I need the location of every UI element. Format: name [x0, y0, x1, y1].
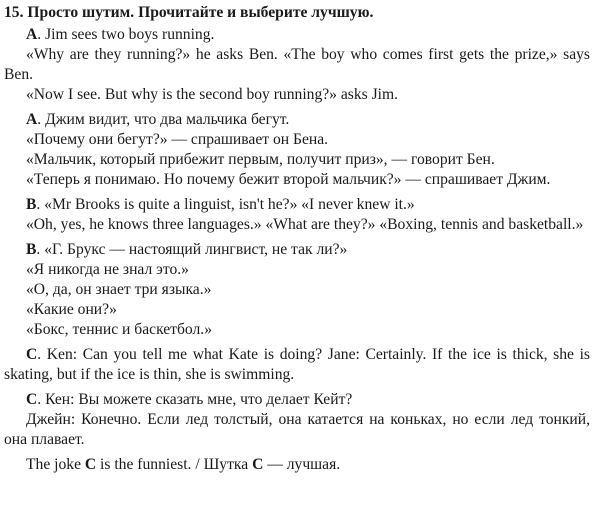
joke-b-ru-line-1: [4, 240, 590, 260]
joke-b-ru-label: В: [26, 241, 37, 258]
joke-b-en: [4, 195, 590, 235]
joke-c-ru-line-1: [4, 390, 590, 410]
joke-c-label: C: [26, 346, 38, 363]
joke-b-ru-line-4: «Какие они?»: [26, 301, 117, 318]
verdict-en-label: C: [84, 456, 97, 473]
joke-b-ru-line-5: «Бокс, теннис и баскетбол.»: [26, 321, 212, 338]
joke-a-ru: [4, 110, 590, 190]
verdict-ru-label: С: [252, 456, 264, 473]
joke-c-ru: [4, 390, 590, 450]
joke-a-en-line-1: [4, 25, 590, 45]
verdict: [4, 455, 590, 475]
joke-b-en-text-1: . «Mr Brooks is quite a linguist, isn't he?» «I never knew it.»: [36, 196, 415, 213]
joke-c-ru-label: С: [26, 391, 38, 408]
joke-b-ru-line-3: «О, да, он знает три языка.»: [26, 281, 212, 298]
joke-c-en: [4, 345, 590, 385]
joke-c-ru-text-1: . Кен: Вы можете сказать мне, что делает Кейт?: [37, 391, 353, 408]
joke-b-label: B: [26, 196, 37, 213]
joke-a-ru-line-2: «Почему они бегут?» — спрашивает он Бена.: [26, 131, 329, 148]
verdict-suffix: — лучшая.: [263, 456, 341, 473]
joke-a-label: A: [26, 26, 38, 43]
verdict-middle: is the funniest. / Шутка: [96, 456, 253, 473]
joke-a-ru-text-1: . Джим видит, что два мальчика бегут.: [37, 111, 290, 128]
joke-a-ru-line-3: «Мальчик, который прибежит первым, получит приз», — говорит Бен.: [26, 151, 495, 168]
joke-a-ru-line-4: «Теперь я понимаю. Но почему бежит второй мальчик?» — спрашивает Джим.: [26, 171, 551, 188]
exercise-page: [4, 3, 590, 475]
joke-a-en-text-1: . Jim sees two boys running.: [37, 26, 215, 43]
joke-a-ru-label: А: [26, 111, 38, 128]
joke-a-en-line-2: «Why are they running?» he asks Ben. «The boy who comes first gets the prize,» says Ben.: [4, 46, 590, 83]
joke-b-ru-line-2: «Я никогда не знал это.»: [26, 261, 189, 278]
joke-a-en: [4, 25, 590, 105]
exercise-title: 15. Просто шутим. Прочитайте и выберите лучшую.: [4, 4, 374, 21]
joke-b-ru-text-1: . «Г. Брукс — настоящий лингвист, не так ли?»: [36, 241, 348, 258]
joke-c-ru-line-2: Джейн: Конечно. Если лед толстый, она катается на коньках, но если лед тонкий, она плавает.: [4, 411, 590, 448]
joke-a-en-line-3: «Now I see. But why is the second boy running?» asks Jim.: [26, 86, 399, 103]
joke-c-en-text-1: . Ken: Can you tell me what Kate is doing? Jane: Certainly. If the ice is thick, she is skating, but if the ice is thin, she is swimming.: [4, 346, 590, 383]
joke-a-ru-line-1: [4, 110, 590, 130]
joke-b-en-line-2: «Oh, yes, he knows three languages.» «What are they?» «Boxing, tennis and basketball.»: [26, 216, 584, 233]
verdict-prefix: The joke: [26, 456, 85, 473]
joke-c-en-line-1: [4, 345, 590, 385]
joke-b-en-line-1: [4, 195, 590, 215]
joke-b-ru: [4, 240, 590, 340]
